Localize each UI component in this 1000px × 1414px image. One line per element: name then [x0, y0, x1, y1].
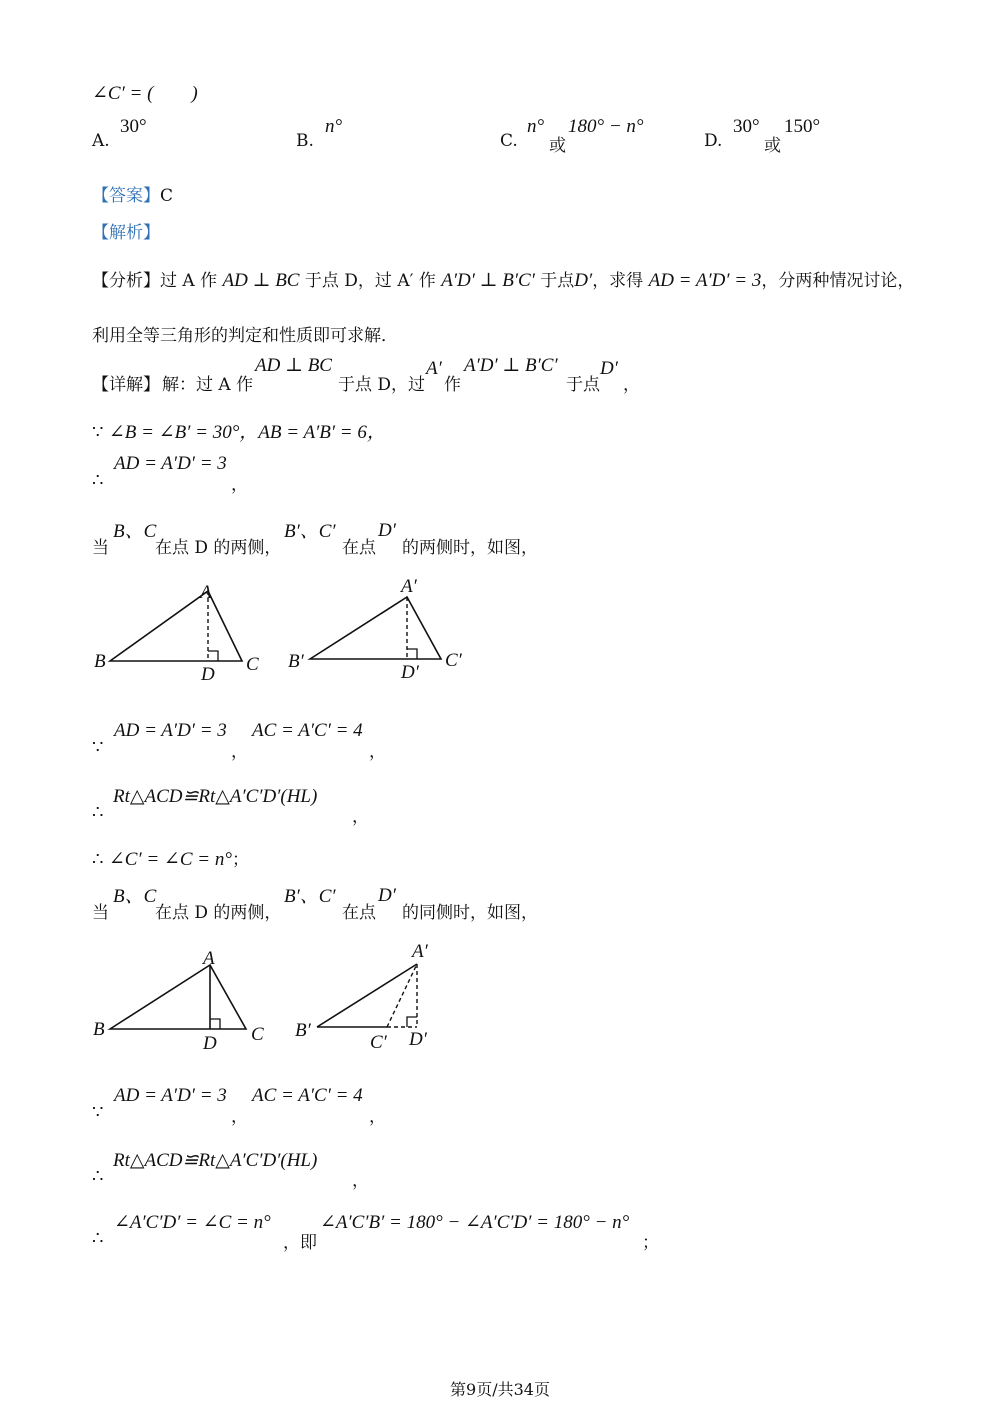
therefore-symbol: ∴	[92, 849, 104, 870]
case1-m1: B、C	[113, 521, 157, 542]
c1s1-m2: AC = A′C′ = 4	[252, 720, 363, 741]
c2s2-math: Rt△ACD≌Rt△A′C′D′(HL)	[113, 1150, 318, 1171]
fenxi-text: 于点	[540, 271, 575, 291]
xiangjie-math-1: AD ⊥ BC	[255, 355, 332, 376]
option-b-text: n°	[325, 116, 343, 137]
option-c-or: 或	[549, 136, 566, 156]
case1-m2: B′、C′	[284, 521, 336, 542]
xiangjie-text-b: 于点 D，过	[338, 375, 426, 395]
fenxi-math: AD = A′D′ = 3	[648, 270, 762, 291]
label-c-prime: C′	[445, 650, 462, 671]
answer-tag: 【答案】	[92, 186, 160, 206]
option-a-label: A.	[92, 131, 110, 151]
c2s1-m1: AD = A′D′ = 3	[114, 1085, 227, 1106]
triangle-abc-prime-2	[295, 941, 429, 1053]
label-a: A	[203, 948, 215, 969]
label-a-prime: A′	[401, 576, 417, 597]
option-c-text-b: 180° − n°	[568, 116, 644, 137]
xiangjie-math-4: D′	[600, 358, 618, 379]
label-b-prime: B′	[288, 651, 304, 672]
case1-a: 当	[92, 538, 109, 558]
case2-a: 当	[92, 903, 109, 923]
label-a-prime: A′	[412, 941, 428, 962]
c1s1-end: ，	[369, 742, 386, 762]
figure-1	[85, 570, 485, 690]
case2-m2: B′、C′	[284, 886, 336, 907]
because-symbol: ∵	[92, 1102, 104, 1123]
fenxi-tag: 【分析】	[92, 271, 160, 291]
option-d-label: D.	[704, 131, 723, 151]
xiangjie-text-c: 作	[444, 375, 461, 395]
xiangjie-math-3: A′D′ ⊥ B′C′	[464, 355, 558, 376]
c2s3-mid: ，即	[283, 1233, 317, 1253]
label-b: B	[94, 651, 106, 672]
xiangjie-math-2: A′	[426, 358, 442, 379]
case2-m1: B、C	[113, 886, 157, 907]
c1s1-m1: AD = A′D′ = 3	[114, 720, 227, 741]
fenxi-math: AD ⊥ BC	[222, 270, 300, 291]
case2-m3: D′	[378, 885, 396, 906]
case2-c: 在点	[342, 903, 376, 923]
c1s2-math: Rt△ACD≌Rt△A′C′D′(HL)	[113, 786, 318, 807]
page-number-footer: 第9页/共34页	[450, 1380, 550, 1399]
fenxi-text: ，分两种情况讨论，	[761, 271, 915, 291]
figure-2	[85, 935, 485, 1060]
c2s3-end: ；	[642, 1233, 659, 1253]
because-symbol: ∵	[92, 737, 104, 758]
label-b-prime: B′	[295, 1020, 311, 1041]
triangle-abc-2	[93, 948, 264, 1054]
xiangjie-text-a: 解：过 A 作	[162, 375, 254, 395]
triangle-abc-prime-1	[288, 576, 463, 683]
c1s3-math: ∠C′ = ∠C = n°	[108, 849, 232, 870]
c1s2-end: ，	[352, 807, 369, 827]
label-b: B	[93, 1019, 105, 1040]
label-a: A	[200, 582, 212, 603]
step-2-tail: ，	[231, 475, 248, 495]
fenxi-math: D′	[574, 270, 593, 291]
case2-b: 在点 D 的两侧，	[155, 903, 282, 923]
option-c-text-a: n°	[527, 116, 545, 137]
option-b-label: B.	[296, 131, 314, 151]
c2s1-end: ，	[369, 1107, 386, 1127]
fenxi-text: 于点 D，过 A′ 作	[304, 271, 436, 291]
c2s3-m1: ∠A′C′D′ = ∠C = n°	[114, 1212, 271, 1233]
label-c: C	[251, 1024, 264, 1045]
label-d-prime: D′	[409, 1029, 427, 1050]
fenxi-text: 过 A 作	[160, 271, 218, 291]
triangle-abc-1	[94, 582, 259, 685]
option-a-text: 30°	[120, 116, 147, 137]
option-d-or: 或	[764, 136, 781, 156]
label-c-prime: C′	[370, 1032, 387, 1053]
case1-b: 在点 D 的两侧，	[155, 538, 282, 558]
question-stem: ∠C′ = ( )	[92, 83, 198, 104]
option-c-label: C.	[500, 131, 518, 151]
label-c: C	[246, 654, 259, 675]
c2s3-m2: ∠A′C′B′ = 180° − ∠A′C′D′ = 180° − n°	[320, 1212, 630, 1233]
therefore-symbol: ∴	[92, 1166, 104, 1187]
option-d-text-a: 30°	[733, 116, 760, 137]
case1-c: 在点	[342, 538, 376, 558]
fenxi-math: A′D′ ⊥ B′C′	[441, 270, 535, 291]
case2-d: 的同侧时，如图，	[402, 903, 538, 923]
xiangjie-text-d: 于点	[566, 375, 600, 395]
label-d-prime: D′	[401, 662, 419, 683]
therefore-symbol: ∴	[92, 470, 104, 491]
answer-line	[92, 181, 173, 206]
fenxi-text: ，求得	[592, 271, 644, 291]
c1s3-end: ；	[231, 850, 249, 870]
answer-value: C	[160, 186, 174, 206]
c1s1-comma: ，	[231, 742, 248, 762]
because-symbol: ∵	[92, 422, 104, 443]
analysis-tag: 【解析】	[92, 223, 160, 243]
fenxi-line-1	[92, 266, 914, 292]
label-d: D	[201, 664, 215, 685]
c2s1-m2: AC = A′C′ = 4	[252, 1085, 363, 1106]
case1-d: 的两侧时，如图，	[402, 538, 538, 558]
step-1-math: ∠B = ∠B′ = 30°，AB = A′B′ = 6，	[108, 422, 386, 443]
label-d: D	[203, 1033, 217, 1054]
c1s3	[92, 845, 249, 871]
xiangjie-text-e: ，	[623, 375, 640, 395]
xiangjie-tag: 【详解】	[92, 375, 160, 395]
therefore-symbol: ∴	[92, 1228, 104, 1249]
option-d-text-b: 150°	[784, 116, 821, 137]
fenxi-line-2: 利用全等三角形的判定和性质即可求解．	[92, 326, 398, 346]
step-2-math: AD = A′D′ = 3	[114, 453, 227, 474]
step-1	[92, 417, 386, 444]
c2s2-end: ，	[352, 1171, 369, 1191]
therefore-symbol: ∴	[92, 802, 104, 823]
c2s1-comma: ，	[231, 1107, 248, 1127]
case1-m3: D′	[378, 520, 396, 541]
